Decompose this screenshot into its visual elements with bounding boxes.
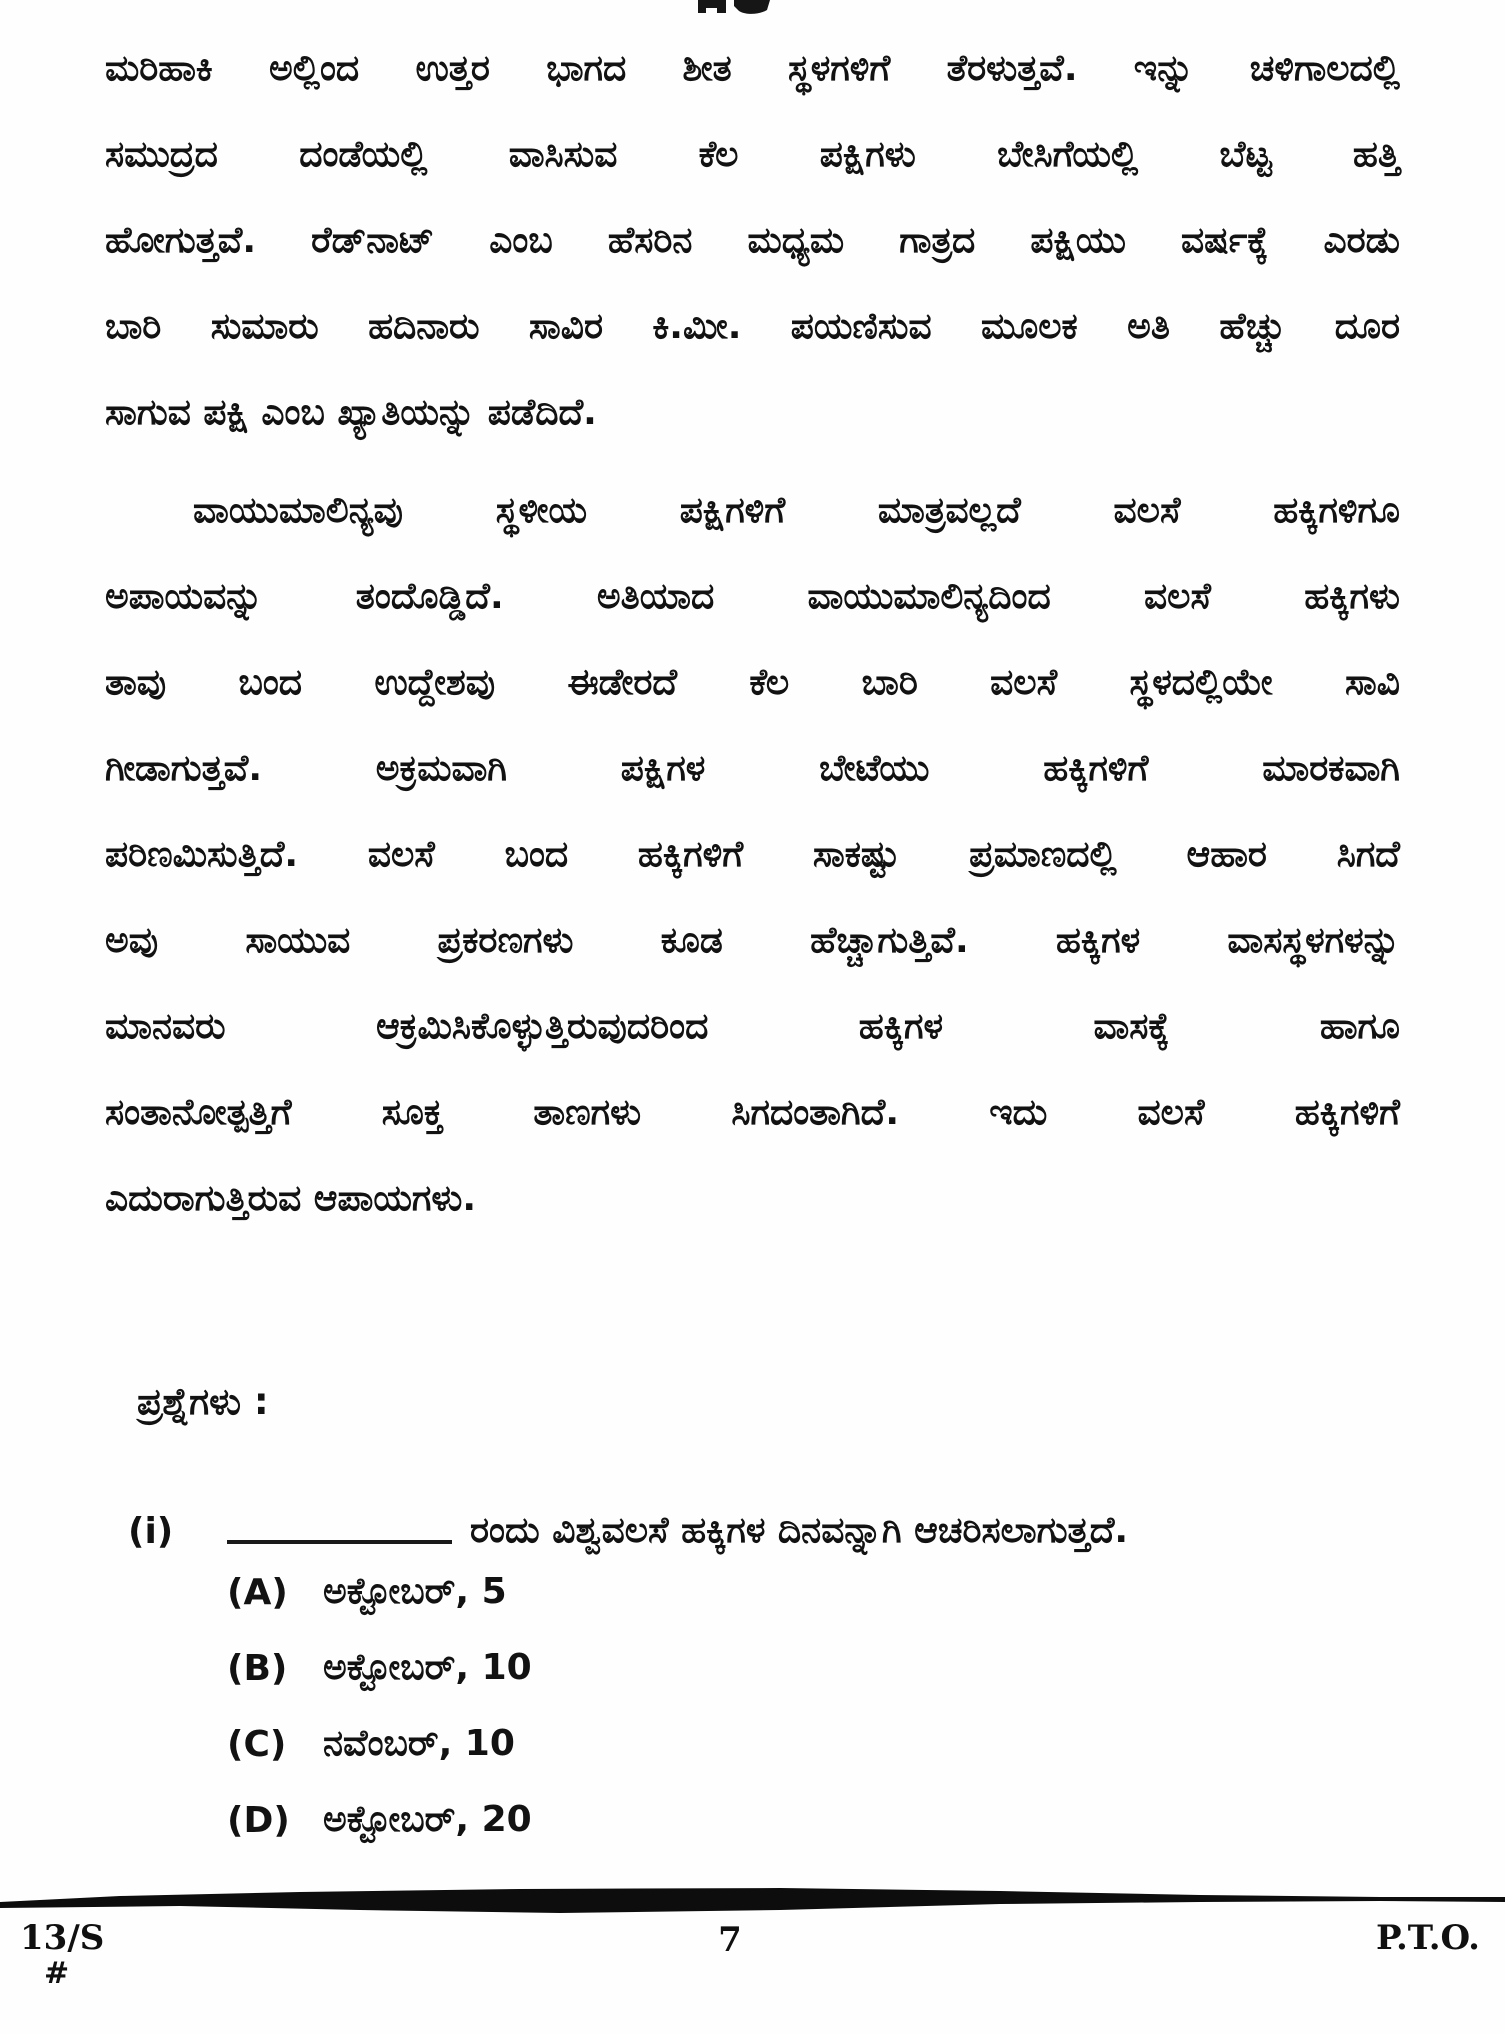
- passage-line: ಅಪಾಯವನ್ನು ತಂದೊಡ್ಡಿದೆ. ಅತಿಯಾದ ವಾಯುಮಾಲಿನ್ಯದಿಂದ ವಲಸೆ ಹಕ್ಕಿಗಳು: [105, 576, 1400, 617]
- footer-divider: [0, 1888, 1505, 1918]
- footer-page-number: 7: [718, 1920, 742, 1960]
- option-a: [227, 1554, 532, 1630]
- passage-line: ಅವು ಸಾಯುವ ಪ್ರಕರಣಗಳು ಕೂಡ ಹೆಚ್ಚಾಗುತ್ತಿವೆ. ಹಕ್ಕಿಗಳ ವಾಸಸ್ಥಳಗಳನ್ನು: [105, 920, 1400, 961]
- option-label: (B): [227, 1647, 288, 1689]
- passage-line: ಬಾರಿ ಸುಮಾರು ಹದಿನಾರು ಸಾವಿರ ಕಿ.ಮೀ. ಪಯಣಿಸುವ ಮೂಲಕ ಅತಿ ಹೆಚ್ಚು ದೂರ: [105, 306, 1400, 347]
- passage-line: ಮರಿಹಾಕಿ ಅಲ್ಲಿಂದ ಉತ್ತರ ಭಾಗದ ಶೀತ ಸ್ಥಳಗಳಿಗೆ ತೆರಳುತ್ತವೆ. ಇನ್ನು ಚಳಿಗಾಲದಲ್ಲಿ: [105, 48, 1400, 89]
- passage-line: ತಾವು ಬಂದ ಉದ್ದೇಶವು ಈಡೇರದೆ ಕೆಲ ಬಾರಿ ವಲಸೆ ಸ್ಥಳದಲ್ಲಿಯೇ ಸಾವಿ: [105, 662, 1400, 703]
- option-b: [227, 1630, 532, 1706]
- footer-hash-mark: #: [44, 1956, 70, 1991]
- option-c: [227, 1706, 532, 1782]
- passage-line: ಹೋಗುತ್ತವೆ. ರೆಡ್‌ನಾಟ್ ಎಂಬ ಹೆಸರಿನ ಮಧ್ಯಮ ಗಾತ್ರದ ಪಕ್ಷಿಯು ವರ್ಷಕ್ಕೆ ಎರಡು: [105, 220, 1400, 261]
- questions-heading: ಪ್ರಶ್ನೆಗಳು :: [137, 1380, 269, 1423]
- option-d: [227, 1782, 532, 1858]
- reading-passage: [105, 26, 1400, 1242]
- option-label: (C): [227, 1723, 287, 1765]
- question-number: (i): [128, 1511, 174, 1552]
- option-text: ಅಕ್ಟೋಬರ್, 20: [323, 1799, 532, 1840]
- question-text: ರಂದು ವಿಶ್ವವಲಸೆ ಹಕ್ಕಿಗಳ ದಿನವನ್ನಾಗಿ ಆಚರಿಸಲಾಗುತ್ತದೆ.: [470, 1510, 1129, 1551]
- passage-line: ಸಾಗುವ ಪಕ್ಷಿ ಎಂಬ ಖ್ಯಾತಿಯನ್ನು ಪಡೆದಿದೆ.: [105, 392, 597, 433]
- passage-line: ಸಂತಾನೋತ್ಪತ್ತಿಗೆ ಸೂಕ್ತ ತಾಣಗಳು ಸಿಗದಂತಾಗಿದೆ. ಇದು ವಲಸೆ ಹಕ್ಕಿಗಳಿಗೆ: [105, 1092, 1400, 1133]
- passage-line: ವಾಯುಮಾಲಿನ್ಯವು ಸ್ಥಳೀಯ ಪಕ್ಷಿಗಳಿಗೆ ಮಾತ್ರವಲ್ಲದೆ ವಲಸೆ ಹಕ್ಕಿಗಳಿಗೂ: [193, 490, 1400, 531]
- passage-line: ಪರಿಣಮಿಸುತ್ತಿದೆ. ವಲಸೆ ಬಂದ ಹಕ್ಕಿಗಳಿಗೆ ಸಾಕಷ್ಟು ಪ್ರಮಾಣದಲ್ಲಿ ಆಹಾರ ಸಿಗದೆ: [105, 834, 1400, 875]
- question-i: [128, 1488, 1438, 1552]
- fill-in-blank-line: [227, 1540, 452, 1544]
- option-text: ಅಕ್ಟೋಬರ್, 10: [323, 1647, 532, 1688]
- footer-pto-label: P.T.O.: [1376, 1918, 1480, 1958]
- option-label: (D): [227, 1799, 290, 1841]
- option-text: ನವೆಂಬರ್, 10: [323, 1723, 515, 1764]
- passage-line: ಗೀಡಾಗುತ್ತವೆ. ಅಕ್ರಮವಾಗಿ ಪಕ್ಷಿಗಳ ಬೇಟೆಯು ಹಕ್ಕಿಗಳಿಗೆ ಮಾರಕವಾಗಿ: [105, 748, 1400, 789]
- option-text: ಅಕ್ಟೋಬರ್, 5: [323, 1571, 507, 1612]
- footer-doc-code: 13/S: [20, 1918, 105, 1958]
- passage-line: ಮಾನವರು ಆಕ್ರಮಿಸಿಕೊಳ್ಳುತ್ತಿರುವುದರಿಂದ ಹಕ್ಕಿಗಳ ವಾಸಕ್ಕೆ ಹಾಗೂ: [105, 1006, 1400, 1047]
- options-list: [227, 1554, 532, 1858]
- passage-line: ಎದುರಾಗುತ್ತಿರುವ ಆಪಾಯಗಳು.: [105, 1178, 477, 1219]
- passage-line: ಸಮುದ್ರದ ದಂಡೆಯಲ್ಲಿ ವಾಸಿಸುವ ಕೆಲ ಪಕ್ಷಿಗಳು ಬೇಸಿಗೆಯಲ್ಲಿ ಬೆಟ್ಟ ಹತ್ತಿ: [105, 134, 1400, 175]
- qr-fragment-icon: [694, 0, 778, 17]
- option-label: (A): [227, 1571, 288, 1613]
